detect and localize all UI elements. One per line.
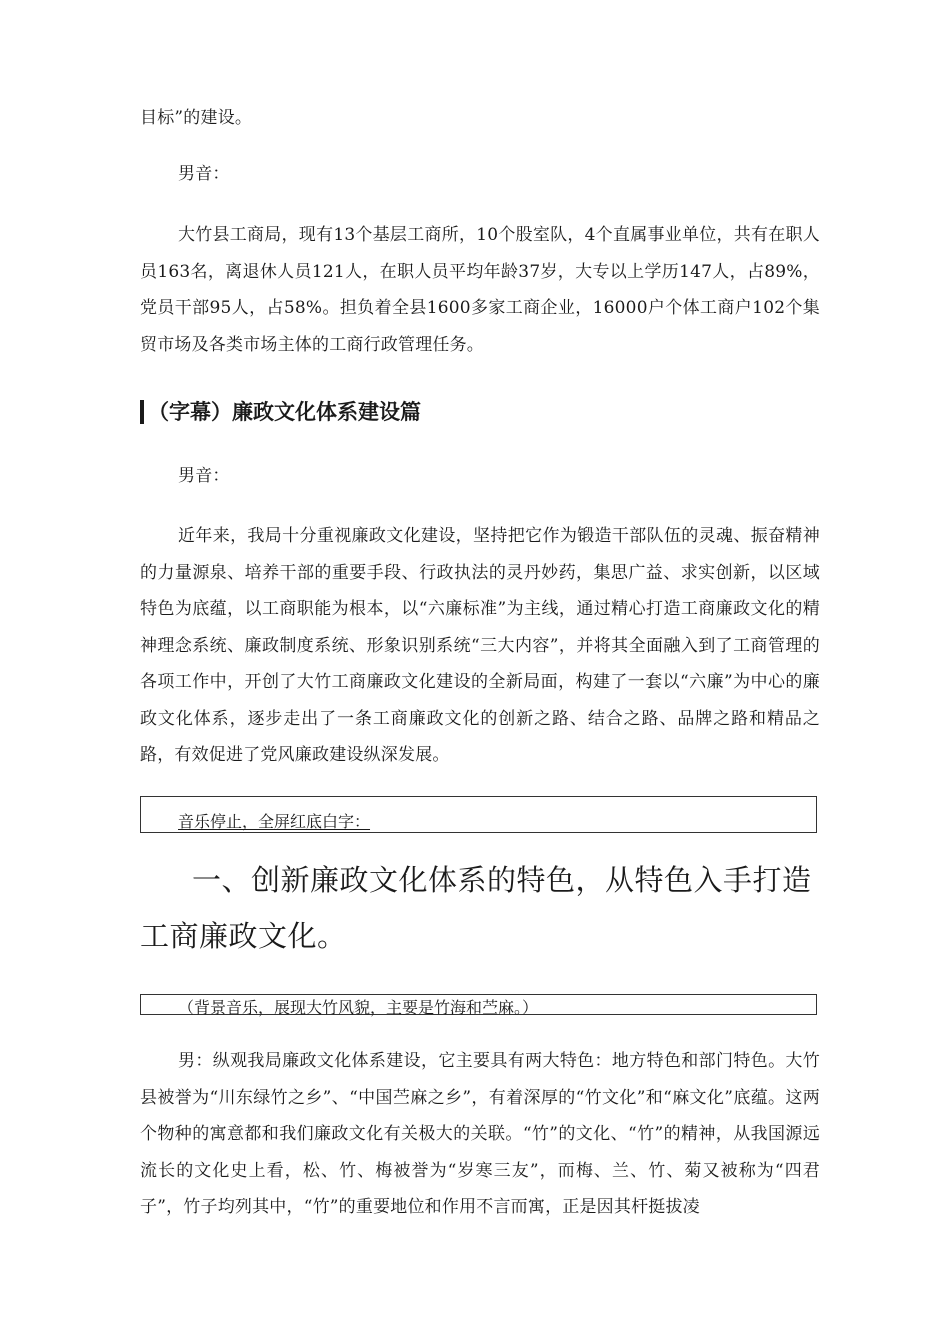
speaker-label-male-2: 男音： — [178, 466, 230, 486]
section-heading-text: （字幕）廉政文化体系建设篇 — [148, 400, 421, 424]
stage-direction-box-background-music — [140, 994, 817, 1015]
speaker-label-male-1: 男音： — [178, 164, 230, 184]
paragraph-intro-tail: 目标”的建设。 — [140, 108, 253, 128]
heading-marker-bar — [140, 400, 144, 424]
stage-direction-box-music-stop — [140, 796, 817, 833]
paragraph-bureau-overview: 大竹县工商局，现有13个基层工商所，10个股室队，4个直属事业单位，共有在职人员163名，离退休人员121人，在职人员平均年龄37岁，大专以上学历147人，占89%，党员干部95人，占58%。担负着全县1600多家工商企业，16000户个体工商户102个集贸市场及各类市场主体的工商行政管理任务。 — [140, 225, 820, 355]
section-heading — [140, 392, 421, 432]
stage-direction-music-stop: 音乐停止，全屏红底白字： — [178, 812, 371, 831]
stage-direction-background-music: （背景音乐，展现大竹风貌，主要是竹海和苎麻。） — [178, 998, 539, 1017]
chapter-title-one: 一、创新廉政文化体系的特色，从特色入手打造工商廉政文化。 — [140, 863, 812, 953]
paragraph-culture-building: 近年来，我局十分重视廉政文化建设，坚持把它作为锻造干部队伍的灵魂、振奋精神的力量源泉、培养干部的重要手段、行政执法的灵丹妙药，集思广益、求实创新，以区域特色为底蕴，以工商职能为根本，以“六廉标准”为主线，通过精心打造工商廉政文化的精神理念系统、廉政制度系统、形象识别系统“三大内容”，并将其全面融入到了工商管理的各项工作中，开创了大竹工商廉政文化建设的全新局面，构建了一套以“六廉”为中心的廉政文化体系，逐步走出了一条工商廉政文化的创新之路、结合之路、品牌之路和精品之路，有效促进了党风廉政建设纵深发展。 — [140, 526, 820, 765]
paragraph-male-overview: 男：纵观我局廉政文化体系建设，它主要具有两大特色：地方特色和部门特色。大竹县被誉为“川东绿竹之乡”、“中国苎麻之乡”，有着深厚的“竹文化”和“麻文化”底蕴。这两个物种的寓意都和我们廉政文化有关极大的关联。“竹”的文化、“竹”的精神，从我国源远流长的文化史上看，松、竹、梅被誉为“岁寒三友”，而梅、兰、竹、菊又被称为“四君子”，竹子均列其中，“竹”的重要地位和作用不言而寓，正是因其杆挺拔凌 — [140, 1051, 820, 1217]
